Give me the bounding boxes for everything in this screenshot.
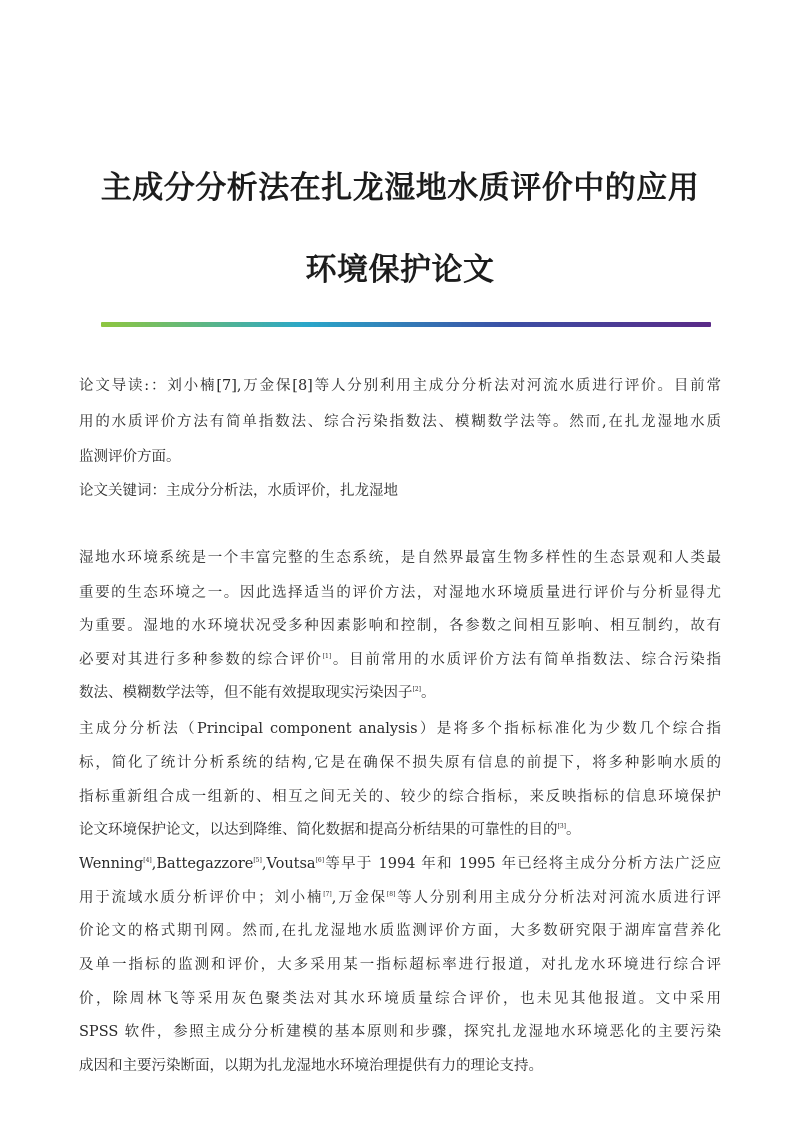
text-run: 等早于 1994 年和 1995 年已经将主成分分析方法广泛应 bbox=[324, 856, 721, 872]
citation-marker: [5] bbox=[253, 857, 262, 865]
paragraph-line: 指标重新组合成一组新的、相互之间无关的、较少的综合指标，来反映指标的信息环境保护 bbox=[79, 789, 721, 805]
paragraph-line: 湿地水环境系统是一个丰富完整的生态系统，是自然界最富生物多样性的生态景观和人类最 bbox=[79, 550, 721, 566]
title-divider bbox=[101, 322, 711, 327]
text-run: 等人分别利用主成分分析法对河流水质进行评 bbox=[395, 890, 722, 906]
citation-marker: [2] bbox=[412, 686, 421, 694]
citation-marker: [6] bbox=[315, 857, 325, 865]
text-run: 用于流域水质分析评价中；刘小楠 bbox=[79, 890, 324, 906]
title-line-2: 环境保护论文 bbox=[305, 252, 495, 288]
abstract-line-1: 论文导读:：刘小楠[7],万金保[8]等人分别利用主成分分析法对河流水质进行评价。目前常 bbox=[79, 378, 721, 394]
title-line-1: 主成分分析法在扎龙湿地水质评价中的应用 bbox=[100, 170, 700, 206]
text-run: 。 bbox=[421, 685, 436, 701]
keywords-line: 论文关键词：主成分分析法，水质评价，扎龙湿地 bbox=[79, 483, 398, 499]
citation-marker: [7] bbox=[323, 891, 332, 899]
paragraph-line: 成因和主要污染断面，以期为扎龙湿地水环境治理提供有力的理论支持。 bbox=[79, 1058, 543, 1074]
text-run: ,万金保 bbox=[331, 890, 387, 906]
paragraph-line bbox=[79, 818, 581, 839]
text-run: Wenning bbox=[79, 856, 144, 872]
text-run: 论文环境保护论文，以达到降维、简化数据和提高分析结果的可靠性的目的 bbox=[79, 822, 558, 838]
paragraph-line: 价，除周林飞等采用灰色聚类法对其水环境质量综合评价，也未见其他报道。文中采用 bbox=[79, 991, 721, 1007]
paragraph-line: 主成分分析法（Principal component analysis）是将多个指标标准化为少数几个综合指 bbox=[79, 721, 721, 737]
citation-marker: [1] bbox=[322, 653, 332, 661]
paragraph-line: 重要的生态环境之一。因此选择适当的评价方法，对湿地水环境质量进行评价与分析显得尤 bbox=[79, 585, 721, 601]
text-run: ,Battegazzore bbox=[151, 856, 254, 872]
paragraph-line bbox=[79, 681, 436, 702]
abstract-line-3: 监测评价方面。 bbox=[79, 449, 181, 465]
citation-marker: [4] bbox=[143, 857, 152, 865]
text-run: 必要对其进行多种参数的综合评价 bbox=[79, 652, 323, 668]
citation-marker: [8] bbox=[386, 891, 396, 899]
paragraph-line bbox=[79, 852, 721, 873]
text-run: 。 bbox=[566, 822, 581, 838]
text-run: ,Voutsa bbox=[261, 856, 316, 872]
paragraph-line: 为重要。湿地的水环境状况受多种因素影响和控制，各参数之间相互影响、相互制约，故有 bbox=[79, 618, 721, 634]
paragraph-line: 及单一指标的监测和评价，大多采用某一指标超标率进行报道，对扎龙水环境进行综合评 bbox=[79, 957, 721, 973]
paragraph-line: SPSS 软件，参照主成分分析建模的基本原则和步骤，探究扎龙湿地水环境恶化的主要污染 bbox=[79, 1024, 721, 1040]
abstract-line-2: 用的水质评价方法有简单指数法、综合污染指数法、模糊数学法等。然而,在扎龙湿地水质 bbox=[79, 414, 721, 430]
paragraph-line bbox=[79, 886, 721, 907]
citation-marker: [3] bbox=[557, 823, 566, 831]
paragraph-line bbox=[79, 648, 721, 669]
text-run: 数法、模糊数学法等，但不能有效提取现实污染因子 bbox=[79, 685, 413, 701]
text-run: 。目前常用的水质评价方法有简单指数法、综合污染指 bbox=[331, 652, 722, 668]
paragraph-line: 标，简化了统计分析系统的结构,它是在确保不损失原有信息的前提下，将多种影响水质的 bbox=[79, 755, 721, 771]
paragraph-line: 价论文的格式期刊网。然而,在扎龙湿地水质监测评价方面，大多数研究限于湖库富营养化 bbox=[79, 923, 721, 939]
